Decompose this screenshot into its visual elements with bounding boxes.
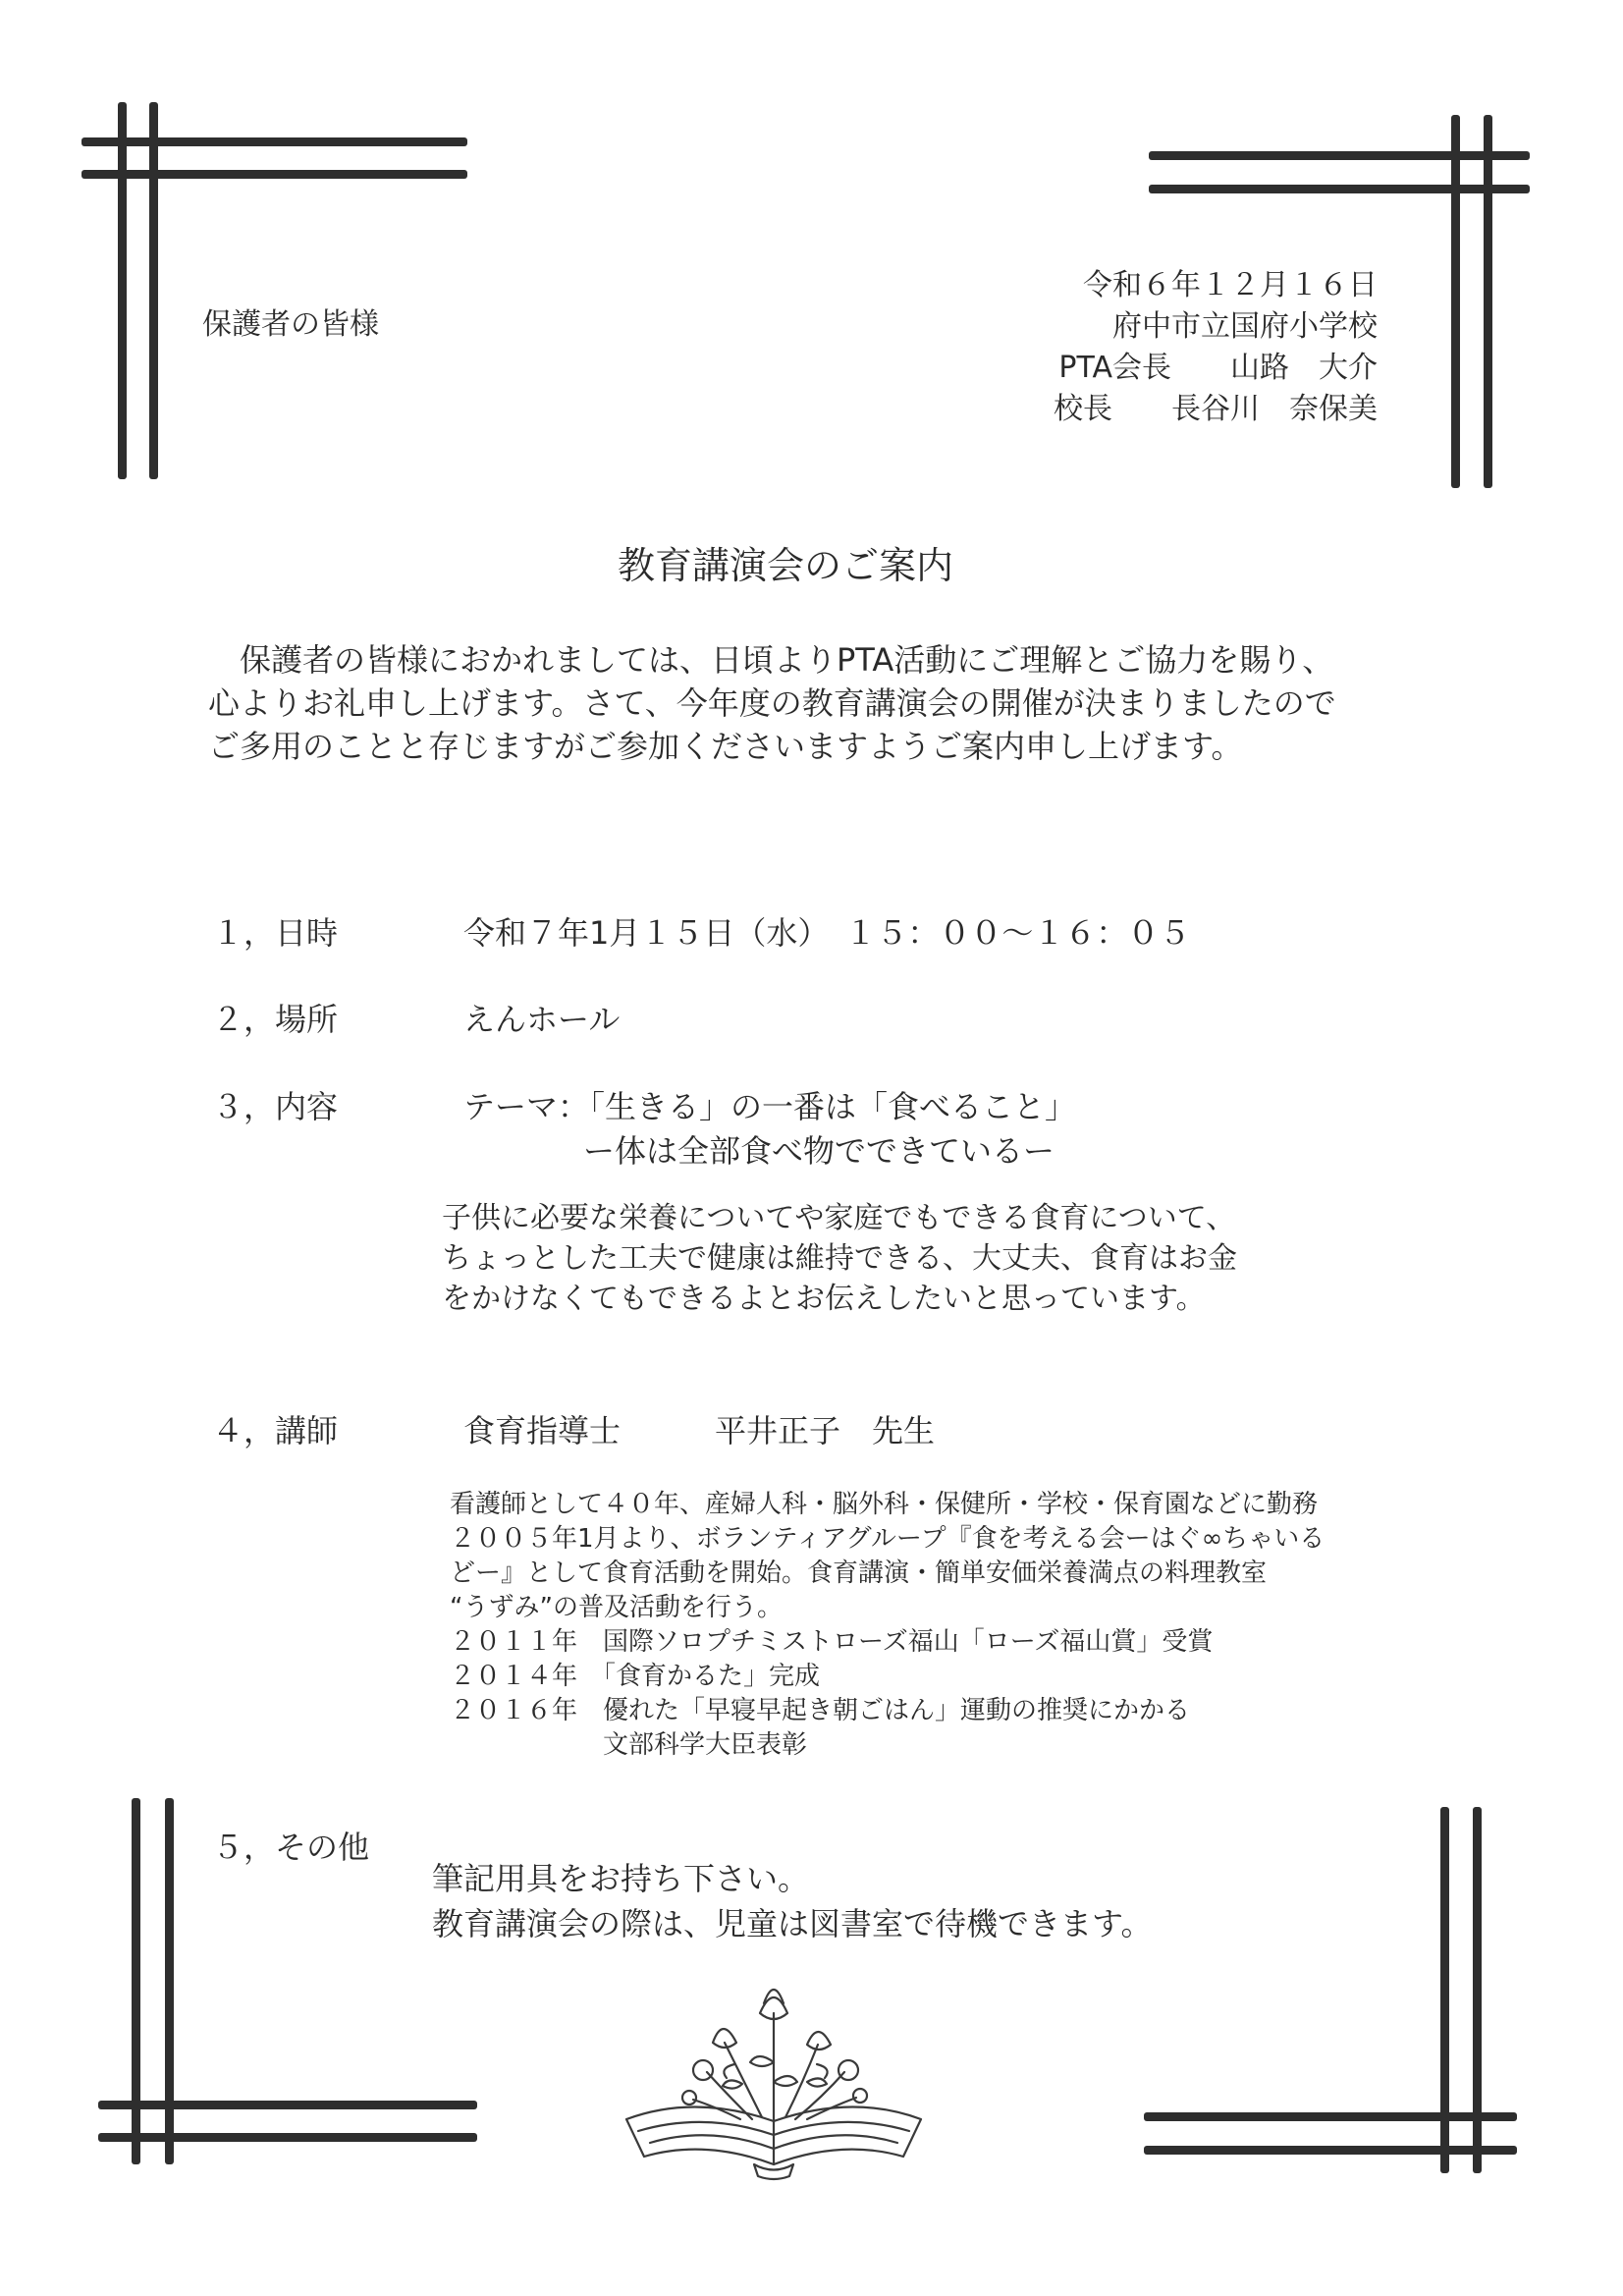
book-flowers-illustration <box>617 1974 931 2190</box>
profile-line: “うずみ”の普及活動を行う。 <box>450 1593 783 1622</box>
sender-block <box>1054 265 1378 430</box>
intro-line: 心よりお礼申し上げます。さて、今年度の教育講演会の開催が決まりましたので <box>208 684 1336 722</box>
content-line: をかけなくてもできるよとお伝えしたいと思っています。 <box>442 1282 1206 1316</box>
other-notes <box>432 1856 1152 1946</box>
content-theme: テーマ：「生きる」の一番は「食べること」 <box>463 1088 1077 1125</box>
item-content-label: ３，内容 <box>212 1088 339 1125</box>
profile-line: ２０１１年 国際ソロプチミストローズ福山「ローズ福山賞」受賞 <box>450 1627 1214 1657</box>
content-description <box>442 1198 1237 1319</box>
content-line: 子供に必要な栄養についてや家庭でもできる食育について、 <box>442 1201 1236 1235</box>
other-line: 教育講演会の際は、児童は図書室で待機できます。 <box>432 1905 1153 1942</box>
page-title: 教育講演会のご案内 <box>617 544 953 587</box>
item-lecturer-label: ４，講師 <box>212 1412 339 1449</box>
content-subtheme: ー体は全部食べ物でできているー <box>583 1132 1055 1170</box>
content-line: ちょっとした工夫で健康は維持できる、大丈夫、食育はお金 <box>442 1241 1237 1276</box>
profile-line: ２０１４年 「食育かるた」完成 <box>450 1662 821 1691</box>
principal: 校長 長谷川 奈保美 <box>1054 392 1378 426</box>
profile-line: ２０１６年 優れた「早寝早起き朝ごはん」運動の推奨にかかる <box>450 1696 1191 1725</box>
lecturer-profile <box>450 1488 1325 1763</box>
profile-line: 看護師として４０年、産婦人科・脳外科・保健所・学校・保育園などに勤務 <box>450 1490 1319 1519</box>
item-other-label: ５，その他 <box>212 1829 370 1866</box>
school-name: 府中市立国府小学校 <box>1112 309 1378 344</box>
other-line: 筆記用具をお持ち下さい。 <box>432 1860 810 1897</box>
item-datetime-label: １，日時 <box>212 914 339 952</box>
lecturer-name: 食育指導士 平井正子 先生 <box>463 1412 936 1449</box>
pta-president: PTA会長 山路 大介 <box>1058 351 1378 385</box>
issue-date: 令和６年１２月１６日 <box>1083 268 1378 302</box>
profile-line: 文部科学大臣表彰 <box>450 1730 808 1760</box>
item-place-label: ２，場所 <box>212 1001 339 1038</box>
item-datetime-value: 令和７年1月１５日（水） １５：００～１６：０５ <box>463 914 1191 952</box>
intro-line: 保護者の皆様におかれましては、日頃よりPTA活動にご理解とご協力を賜り、 <box>208 641 1334 679</box>
profile-line: ２００５年1月より、ボランティアグループ『食を考える会ーはぐ∞ちゃいる <box>450 1524 1325 1554</box>
intro-line: ご多用のことと存じますがご参加くださいますようご案内申し上げます。 <box>208 728 1243 765</box>
recipient: 保護者の皆様 <box>202 307 379 342</box>
profile-line: どー』として食育活動を開始。食育講演・簡単安価栄養満点の料理教室 <box>450 1558 1268 1588</box>
intro-paragraph <box>208 638 1336 768</box>
item-place-value: えんホール <box>463 1001 621 1038</box>
